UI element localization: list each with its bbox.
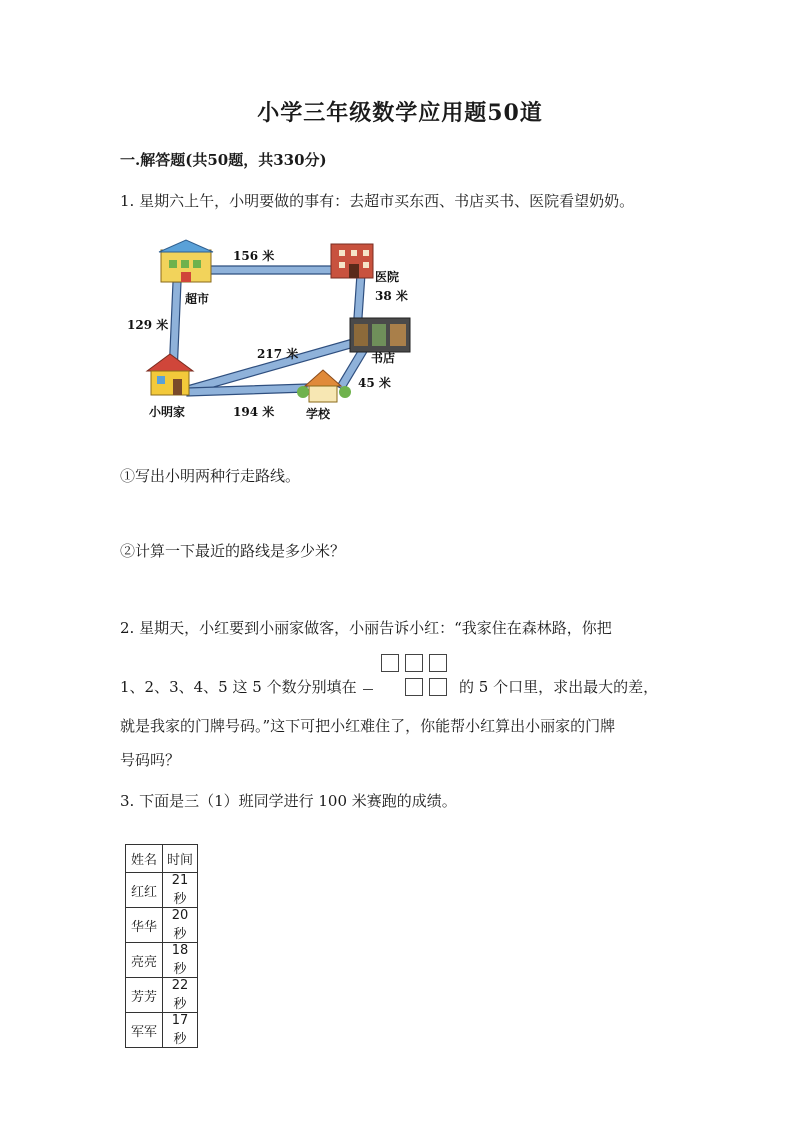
question-1-sub-2: ②计算一下最近的路线是多少米？ <box>120 542 346 560</box>
digit-box <box>429 678 447 696</box>
home-icon <box>147 354 193 395</box>
table-header-cell: 时间 <box>163 845 198 873</box>
table-cell-time: 17 秒 <box>163 1013 198 1048</box>
question-3-text: 3. 下面是三（1）班同学进行 100 米赛跑的成绩。 <box>120 792 457 810</box>
digit-boxes <box>363 650 455 702</box>
bookstore-icon <box>350 318 410 352</box>
digit-box <box>405 678 423 696</box>
question-2-line-2-tail: 的 5 个口里，求出最大的差， <box>459 678 659 696</box>
table-row <box>126 908 198 943</box>
question-2-line-3: 就是我家的门牌号码。”这下可把小红难住了，你能帮小红算出小丽家的门牌 <box>120 717 616 735</box>
distance-supermarket-hospital: 156 米 <box>233 249 275 263</box>
minus-sign <box>363 689 373 690</box>
label-hospital: 医院 <box>375 270 400 284</box>
question-2-line-2-head: 1、2、3、4、5 这 5 个数分别填在 <box>120 678 357 696</box>
hospital-icon <box>331 244 373 278</box>
table-row <box>126 943 198 978</box>
table-header-cell: 姓名 <box>126 845 163 873</box>
page-title: 小学三年级数学应用题50道 <box>257 100 543 126</box>
digit-box <box>381 654 399 672</box>
question-2-line-4: 号码吗？ <box>120 751 181 769</box>
question-2-line-1: 2. 星期天，小红要到小丽家做客，小丽告诉小红：“我家住在森林路，你把 <box>120 619 612 637</box>
distance-hospital-bookstore: 38 米 <box>375 289 408 303</box>
label-supermarket: 超市 <box>185 292 210 306</box>
table-cell-name: 红红 <box>126 873 163 908</box>
digit-box <box>429 654 447 672</box>
distance-home-supermarket: 129 米 <box>127 318 169 332</box>
label-bookstore: 书店 <box>371 351 396 365</box>
table-row <box>126 1013 198 1048</box>
table-row <box>126 978 198 1013</box>
route-map <box>125 236 425 426</box>
table-cell-time: 20 秒 <box>163 908 198 943</box>
distance-home-bookstore: 217 米 <box>257 347 299 361</box>
distance-bookstore-school: 45 米 <box>358 376 391 390</box>
table-cell-time: 22 秒 <box>163 978 198 1013</box>
question-1-sub-1: ①写出小明两种行走路线。 <box>120 467 301 485</box>
table-cell-name: 芳芳 <box>126 978 163 1013</box>
label-home: 小明家 <box>149 405 186 419</box>
table-cell-name: 军军 <box>126 1013 163 1048</box>
distance-home-school: 194 米 <box>233 405 275 419</box>
table-cell-time: 21 秒 <box>163 873 198 908</box>
section-heading: 一.解答题(共50题，共330分) <box>120 151 327 169</box>
digit-box <box>405 654 423 672</box>
table-cell-name: 华华 <box>126 908 163 943</box>
score-table <box>125 844 198 1048</box>
table-cell-time: 18 秒 <box>163 943 198 978</box>
question-2-line-2 <box>120 676 659 697</box>
supermarket-icon <box>159 240 213 282</box>
table-header-row <box>126 845 198 873</box>
table-cell-name: 亮亮 <box>126 943 163 978</box>
label-school: 学校 <box>306 407 331 421</box>
table-row <box>126 873 198 908</box>
question-1-text: 1. 星期六上午，小明要做的事有：去超市买东西、书店买书、医院看望奶奶。 <box>120 192 635 210</box>
